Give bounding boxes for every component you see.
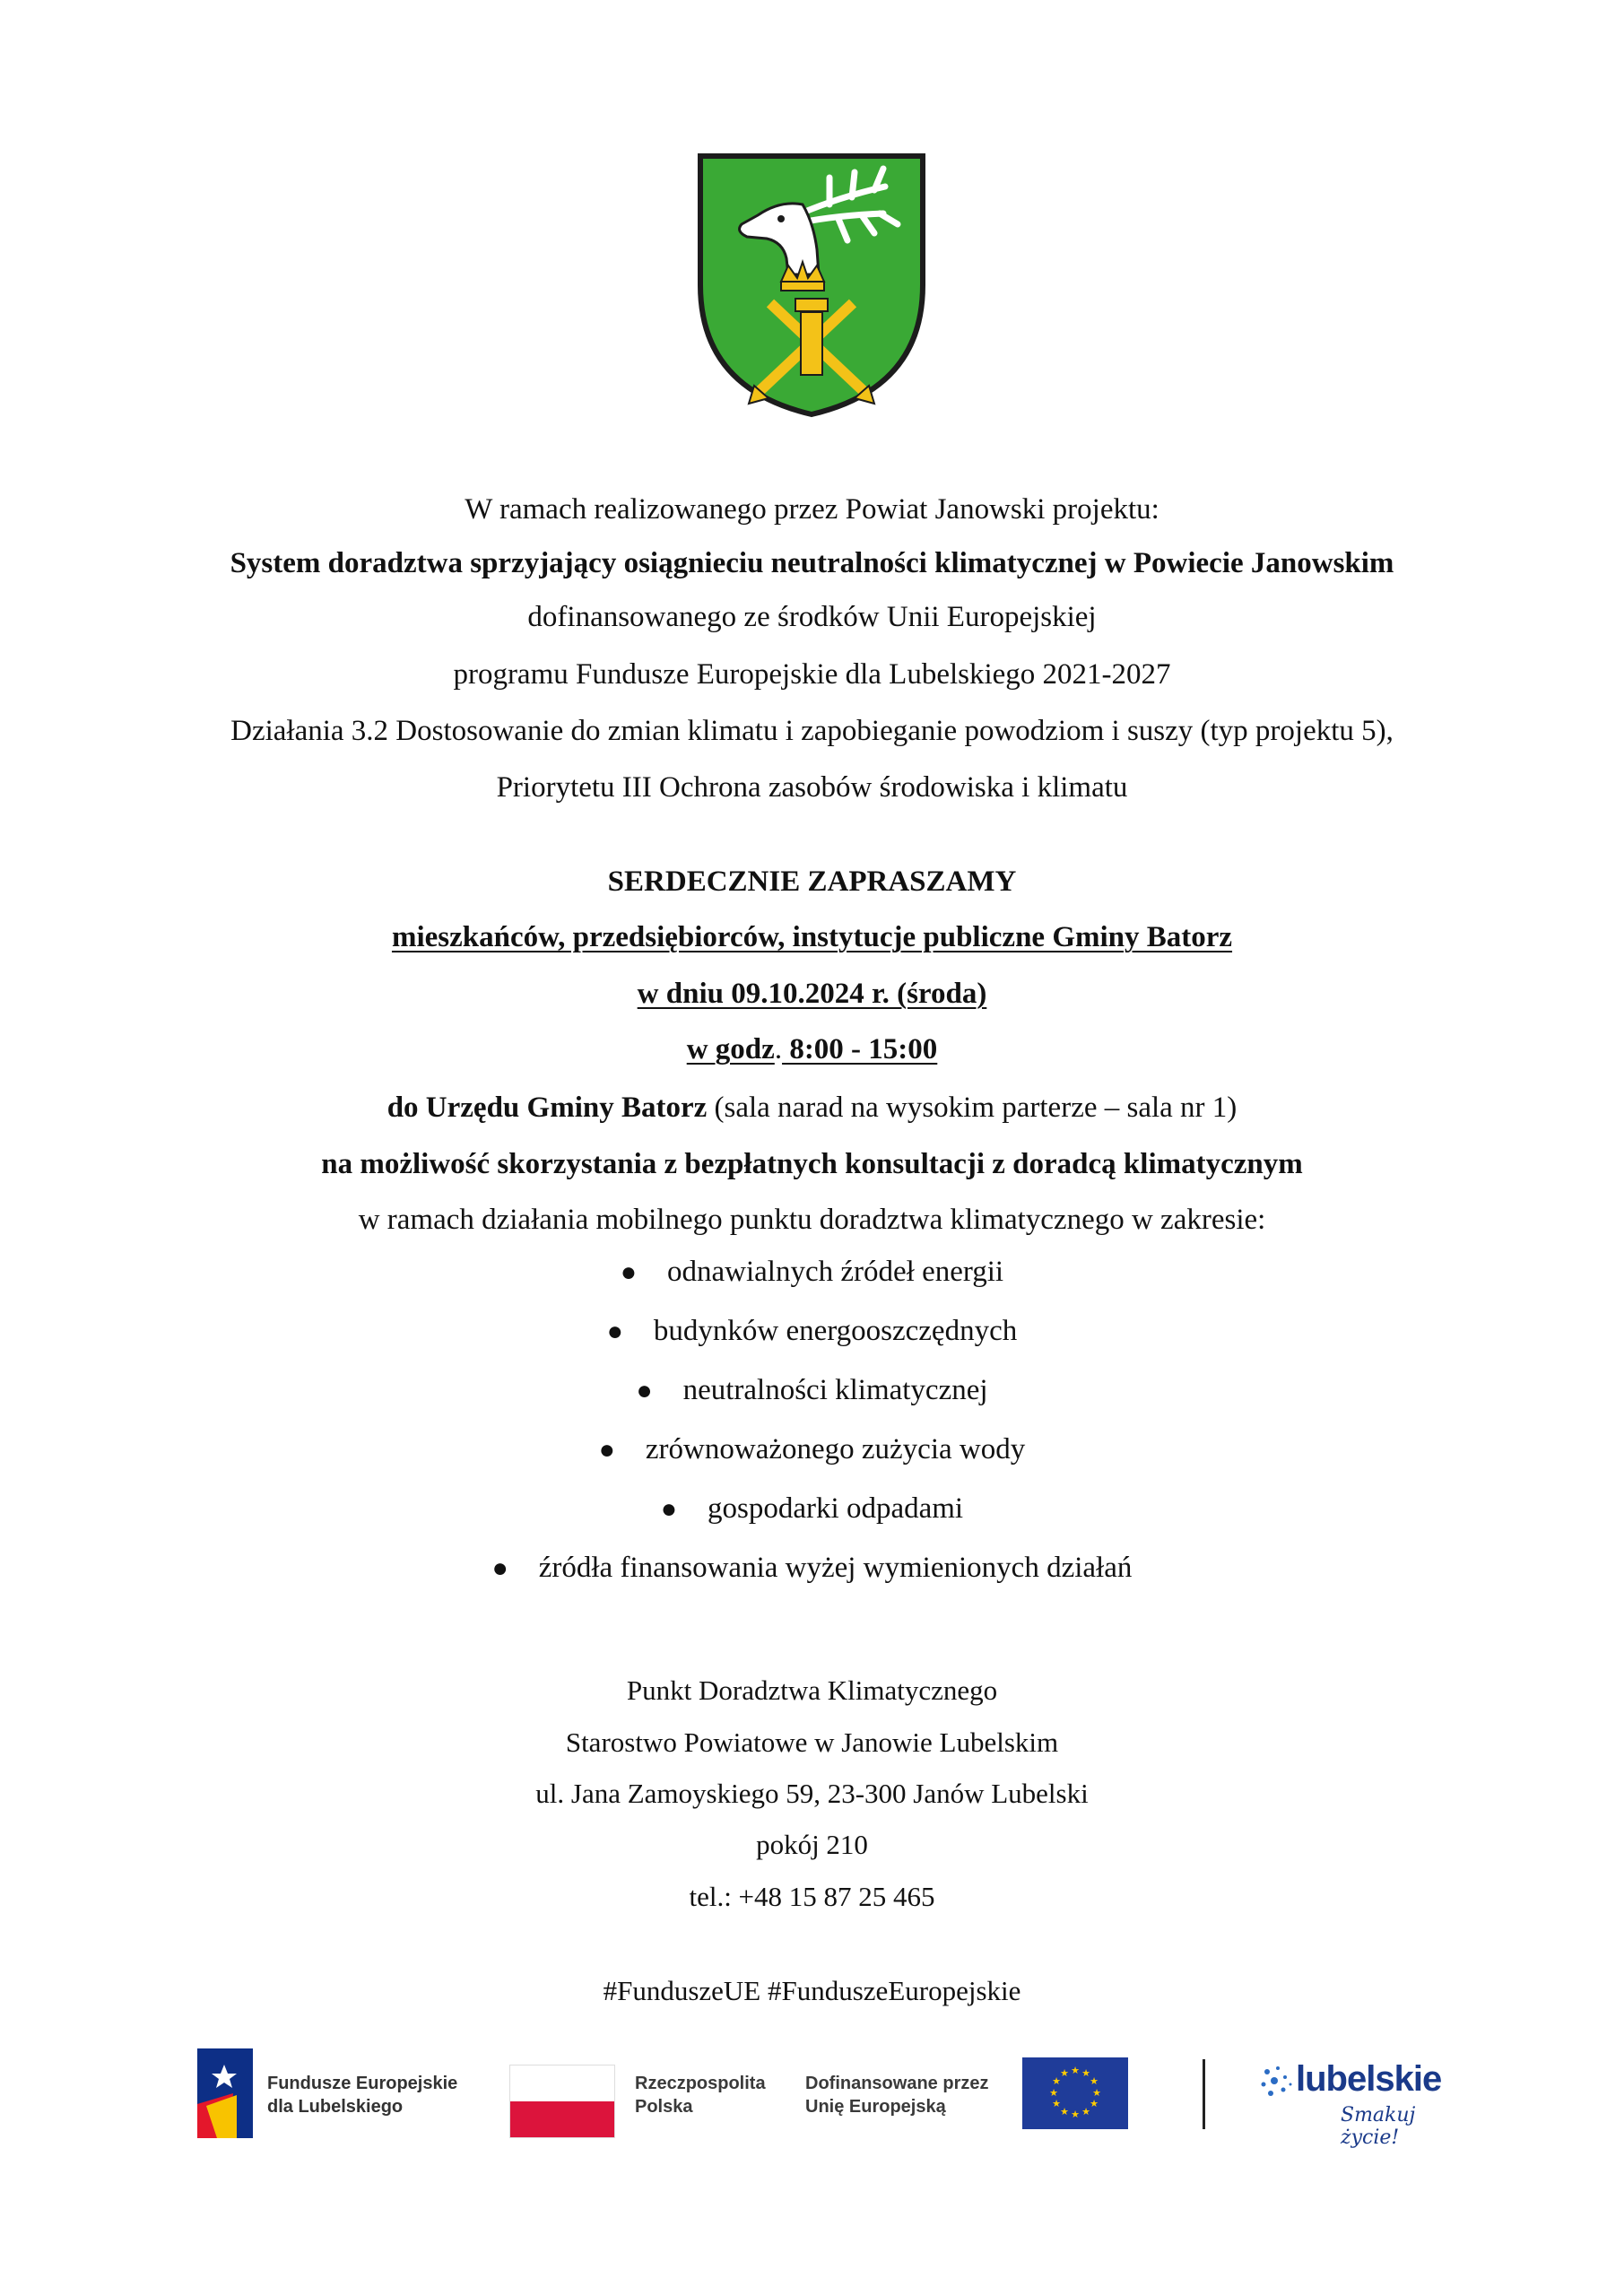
invitation-audience-text: mieszkańców, przedsiębiorców, instytucje publiczne Gminy Batorz (391, 921, 1233, 953)
invitation-audience (0, 919, 1624, 955)
svg-text:★: ★ (1060, 2106, 1069, 2118)
topic-text: odnawialnych źródeł energii (667, 1256, 1004, 1288)
funding-logos-bar (187, 2041, 1469, 2158)
contact-phone: tel.: +48 15 87 25 465 (689, 1881, 935, 1912)
topic-text: neutralności klimatycznej (682, 1374, 988, 1406)
svg-text:★: ★ (1049, 2087, 1058, 2099)
svg-text:★: ★ (1060, 2067, 1069, 2079)
lubelskie-name: lubelskie (1296, 2059, 1442, 2099)
poland-flag-icon (509, 2065, 615, 2138)
contact-office: Punkt Doradztwa Klimatycznego (626, 1674, 998, 1706)
list-item (0, 1254, 1624, 1313)
svg-text:★: ★ (1071, 2109, 1080, 2120)
logo-divider (1203, 2059, 1205, 2129)
intro-line-program: programu Fundusze Europejskie dla Lubelskiego 2021-2027 (453, 658, 1171, 691)
fe-logo-icon (197, 2048, 253, 2138)
svg-text:★: ★ (1090, 2098, 1099, 2109)
topic-text: budynków energooszczędnych (653, 1315, 1018, 1347)
list-item (0, 1313, 1624, 1372)
fe-logo (197, 2048, 466, 2147)
topic-text: źródła finansowania wyżej wymienionych działań (538, 1552, 1133, 1584)
eu-logo (805, 2054, 1155, 2144)
time-dot: . (774, 1033, 783, 1065)
bullet-icon: ● (491, 1553, 508, 1583)
invitation-time (0, 1031, 1624, 1067)
time-value: 8:00 - 15:00 (782, 1033, 938, 1065)
list-item (0, 1372, 1624, 1431)
svg-text:★: ★ (1090, 2075, 1099, 2087)
svg-text:★: ★ (1071, 2065, 1080, 2076)
bullet-icon: ● (636, 1376, 653, 1405)
intro-line-project: W ramach realizowanego przez Powiat Janowski projektu: (465, 493, 1159, 526)
lubelskie-logo (1258, 2056, 1464, 2149)
invitation-date-text: w dniu 09.10.2024 r. (środa) (637, 978, 987, 1010)
eu-flag-icon (1022, 2057, 1128, 2129)
intro-line-funding: dofinansowanego ze środków Unii Europejskiej (527, 601, 1097, 633)
bullet-icon: ● (606, 1317, 623, 1346)
svg-text:★: ★ (1052, 2098, 1061, 2109)
svg-text:★: ★ (1081, 2106, 1090, 2118)
contact-institution: Starostwo Powiatowe w Janowie Lubelskim (565, 1726, 1059, 1758)
invitation-heading: SERDECZNIE ZAPRASZAMY (607, 865, 1017, 898)
place-rest: (sala narad na wysokim parterze – sala nr 1) (707, 1091, 1238, 1124)
intro-line-action: Działania 3.2 Dostosowanie do zmian klimatu i zapobieganie powodziom i suszy (typ projektu 5), (230, 715, 1394, 747)
invitation-place (0, 1090, 1624, 1126)
invitation-date (0, 976, 1624, 1012)
lubelskie-sparkle-icon (1258, 2063, 1298, 2108)
list-item (0, 1550, 1624, 1609)
project-title: System doradztwa sprzyjający osiągnieciu neutralności klimatycznej w Powiecie Janowskim (230, 547, 1394, 579)
eu-line1: Dofinansowane przez (805, 2074, 989, 2093)
bullet-icon: ● (660, 1494, 678, 1524)
eu-line2: Unię Europejską (805, 2097, 946, 2117)
rp-logo (509, 2056, 778, 2136)
invitation-consultation: na możliwość skorzystania z bezpłatnych konsultacji z doradcą klimatycznym (321, 1148, 1303, 1180)
time-prefix: w godz (686, 1033, 775, 1065)
bullet-icon: ● (598, 1435, 615, 1465)
list-item (0, 1431, 1624, 1491)
bullet-icon: ● (620, 1257, 638, 1287)
topics-list (0, 1254, 1624, 1609)
svg-text:★: ★ (1081, 2067, 1090, 2079)
svg-text:★: ★ (1052, 2075, 1061, 2087)
invitation-scope: w ramach działania mobilnego punktu doradztwa klimatycznego w zakresie: (358, 1204, 1266, 1236)
list-item (0, 1491, 1624, 1550)
contact-address: ul. Jana Zamoyskiego 59, 23-300 Janów Lubelski (535, 1778, 1089, 1809)
topic-text: zrównoważonego zużycia wody (645, 1433, 1026, 1465)
intro-line-priority: Priorytetu III Ochrona zasobów środowiska i klimatu (496, 771, 1128, 804)
svg-text:★: ★ (1092, 2087, 1101, 2099)
fe-line1: Fundusze Europejskie (267, 2074, 458, 2093)
coat-of-arms-icon (695, 151, 928, 420)
hashtags: #FunduszeUE #FunduszeEuropejskie (603, 1975, 1021, 2006)
contact-room: pokój 210 (756, 1829, 868, 1860)
lubelskie-slogan: Smakuj życie! (1341, 2104, 1416, 2149)
rp-line1: Rzeczpospolita (635, 2074, 766, 2093)
rp-line2: Polska (635, 2097, 693, 2117)
place-bold: do Urzędu Gminy Batorz (386, 1091, 708, 1124)
topic-text: gospodarki odpadami (708, 1492, 964, 1525)
fe-line2: dla Lubelskiego (267, 2097, 404, 2117)
